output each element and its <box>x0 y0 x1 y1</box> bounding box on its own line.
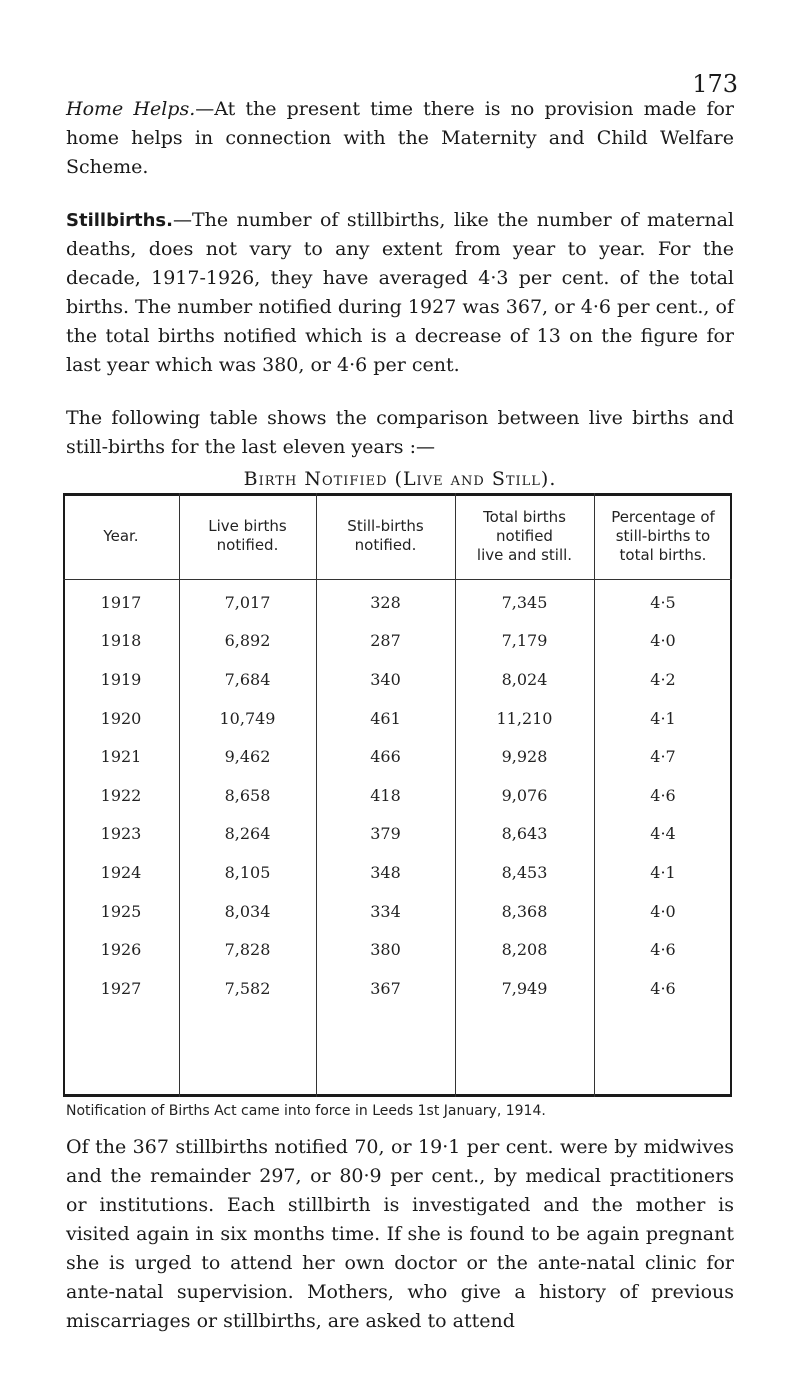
cell-percentage: 4·6 <box>650 978 676 998</box>
table-row <box>63 699 732 738</box>
cell-year: 1918 <box>100 631 142 651</box>
cell-live: 7,684 <box>224 669 271 689</box>
cell-total: 11,210 <box>496 708 553 728</box>
cell-still: 461 <box>370 708 401 728</box>
table-row <box>63 776 732 815</box>
cell-year: 1922 <box>100 785 142 805</box>
cell-year: 1927 <box>100 978 142 998</box>
home-helps-heading: Home Helps. <box>66 98 196 120</box>
closing-paragraph <box>66 1133 734 1336</box>
cell-percentage: 4·0 <box>650 631 676 651</box>
table-footnote: Notification of Births Act came into force in Leeds 1st January, 1914. <box>66 1103 546 1119</box>
cell-live: 10,749 <box>219 708 276 728</box>
cell-year: 1919 <box>100 669 142 689</box>
stillbirths-text: —The number of stillbirths, like the number of maternal deaths, does not vary to any extent from year to year. For the decade, 1917-1926, they have averaged 4·3 per cent. of the total births. The number notified during 1927 was 367, or 4·6 per cent., of the total births notified which is a decrease of 13 on the figure for last year which was 380, or 4·6 per cent. <box>66 209 734 376</box>
cell-total: 9,928 <box>501 747 548 767</box>
table-row <box>63 969 732 1008</box>
table-title: Birth Notified (Live and Still). <box>243 468 557 490</box>
cell-live: 8,105 <box>224 862 271 882</box>
cell-live: 7,828 <box>224 940 271 960</box>
cell-total: 8,208 <box>501 940 548 960</box>
closing-text: Of the 367 stillbirths notified 70, or 19·1 per cent. were by midwives and the remainder 297, or 80·9 per cent., by medical practitioners or institutions. Each stillbirth is investigated and the mother is visited again in six months time. If she is found to be again pregnant she is urged to attend her own doctor or the ante-natal clinic for ante-natal supervision. Mothers, who give a history of previous miscarriages or stillbirths, are asked to attend <box>66 1136 734 1332</box>
cell-percentage: 4·1 <box>650 862 676 882</box>
cell-total: 8,453 <box>501 862 548 882</box>
cell-live: 7,582 <box>224 978 271 998</box>
cell-year: 1923 <box>100 824 142 844</box>
table-row <box>63 930 732 969</box>
cell-live: 8,264 <box>224 824 271 844</box>
stillbirths-heading: Stillbirths. <box>66 210 173 231</box>
cell-still: 367 <box>370 978 401 998</box>
cell-total: 7,345 <box>501 592 548 612</box>
cell-year: 1917 <box>100 592 142 612</box>
cell-still: 379 <box>370 824 401 844</box>
header-divider <box>63 579 732 580</box>
cell-total: 7,949 <box>501 978 548 998</box>
table-row <box>63 660 732 699</box>
home-helps-text: —At the present time there is no provision made for home helps in connection with the Maternity and Child Welfare Scheme. <box>66 98 734 178</box>
header-total-births: Total births notified live and still. <box>476 507 573 564</box>
table-row <box>63 622 732 661</box>
header-still-births: Still-births notified. <box>347 517 424 554</box>
cell-year: 1925 <box>100 901 142 921</box>
page-number: 173 <box>692 70 738 98</box>
table-border-bottom <box>63 1094 732 1097</box>
cell-live: 8,034 <box>224 901 271 921</box>
table-row <box>63 583 732 622</box>
cell-total: 8,024 <box>501 669 548 689</box>
cell-percentage: 4·6 <box>650 785 676 805</box>
cell-still: 340 <box>370 669 401 689</box>
cell-total: 8,368 <box>501 901 548 921</box>
cell-percentage: 4·6 <box>650 940 676 960</box>
cell-still: 418 <box>370 785 401 805</box>
cell-percentage: 4·1 <box>650 708 676 728</box>
cell-still: 466 <box>370 747 401 767</box>
header-percentage: Percentage of still-births to total births. <box>611 507 715 564</box>
header-live-births: Live births notified. <box>208 517 287 554</box>
cell-year: 1921 <box>100 747 142 767</box>
table-row <box>63 815 732 854</box>
cell-percentage: 4·7 <box>650 747 676 767</box>
births-table <box>63 493 732 1097</box>
comparison-text: The following table shows the comparison between live births and still-births for the last eleven years :— <box>66 407 734 458</box>
cell-live: 9,462 <box>224 747 271 767</box>
cell-still: 328 <box>370 592 401 612</box>
cell-total: 7,179 <box>501 631 548 651</box>
cell-percentage: 4·5 <box>650 592 676 612</box>
cell-year: 1924 <box>100 862 142 882</box>
cell-total: 9,076 <box>501 785 548 805</box>
home-helps-paragraph <box>66 95 734 182</box>
cell-percentage: 4·2 <box>650 669 676 689</box>
cell-year: 1920 <box>100 708 142 728</box>
cell-percentage: 4·4 <box>650 824 676 844</box>
cell-percentage: 4·0 <box>650 901 676 921</box>
header-year: Year. <box>103 526 139 545</box>
cell-live: 7,017 <box>224 592 271 612</box>
stillbirths-paragraph <box>66 206 734 380</box>
cell-year: 1926 <box>100 940 142 960</box>
cell-still: 348 <box>370 862 401 882</box>
comparison-paragraph <box>66 404 734 462</box>
table-row <box>63 892 732 931</box>
cell-total: 8,643 <box>501 824 548 844</box>
table-row <box>63 853 732 892</box>
cell-live: 8,658 <box>224 785 271 805</box>
cell-still: 380 <box>370 940 401 960</box>
cell-live: 6,892 <box>224 631 271 651</box>
cell-still: 287 <box>370 631 401 651</box>
cell-still: 334 <box>370 901 401 921</box>
table-row <box>63 737 732 776</box>
